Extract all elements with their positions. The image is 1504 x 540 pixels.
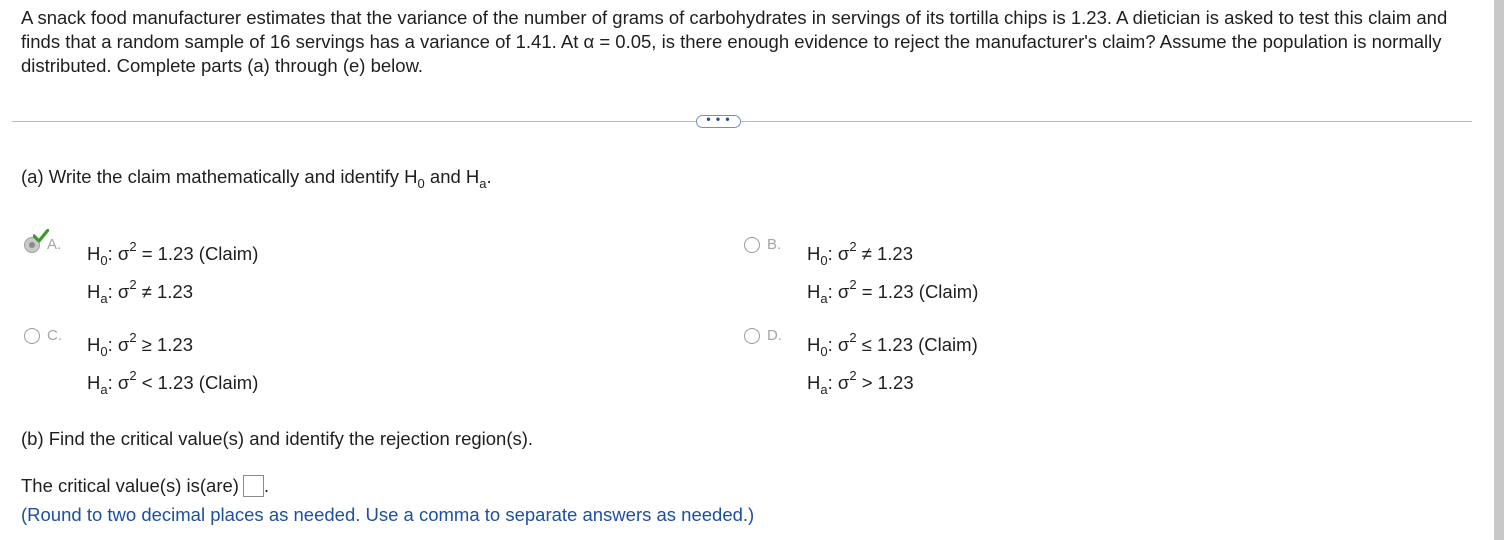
- radio-option-d[interactable]: [744, 328, 760, 344]
- null-hypothesis: $H_0$: $\sigma^2 = 1.23$ (Claim): [87, 239, 259, 268]
- critical-value-label: The critical value(s) is(are): [21, 475, 239, 496]
- part-a-prompt: (a) Write the claim mathematically and identify $H_0$ and $H_a$.: [21, 166, 492, 191]
- part-b-prompt: (b) Find the critical value(s) and identify the rejection region(s).: [21, 428, 534, 449]
- option-c[interactable]: [24, 326, 444, 397]
- radio-option-c[interactable]: [24, 328, 40, 344]
- option-d[interactable]: [744, 326, 1164, 397]
- null-hypothesis: $H_0$: $\sigma^2 \ne 1.23$: [807, 239, 913, 268]
- option-letter: A.: [47, 236, 62, 253]
- radio-option-b[interactable]: [744, 237, 760, 253]
- alternative-hypothesis: $H_a$: $\sigma^2 \ne 1.23$: [87, 277, 193, 306]
- more-options-button[interactable]: • • •: [696, 115, 741, 128]
- alternative-hypothesis: $H_a$: $\sigma^2 < 1.23$ (Claim): [87, 368, 259, 397]
- critical-value-input[interactable]: [243, 475, 264, 497]
- alternative-hypothesis: $H_a$: $\sigma^2 > 1.23$: [807, 368, 914, 397]
- option-b[interactable]: [744, 235, 1164, 306]
- rounding-hint: (Round to two decimal places as needed. Use a comma to separate answers as needed.): [21, 504, 755, 525]
- alternative-hypothesis: $H_a$: $\sigma^2 = 1.23$ (Claim): [807, 277, 979, 306]
- null-hypothesis: $H_0$: $\sigma^2 \le 1.23$ (Claim): [807, 330, 978, 359]
- option-a[interactable]: [24, 235, 444, 306]
- null-hypothesis: $H_0$: $\sigma^2 \ge 1.23$: [87, 330, 193, 359]
- option-letter: C.: [47, 327, 62, 344]
- vertical-scrollbar[interactable]: [1494, 0, 1504, 540]
- option-letter: B.: [767, 236, 782, 253]
- problem-statement: A snack food manufacturer estimates that the variance of the number of grams of carbohydrates in servings of its tortilla chips is 1.23. A dietician is asked to test this claim and finds that a random sample of 16 servings has a variance of 1.41. At α = 0.05, is there enough evidence to reject the manufacturer's claim? Assume the population is normally distributed. Complete parts (a) through (e) below.: [21, 7, 1448, 76]
- critical-value-row: The critical value(s) is(are) .: [21, 475, 270, 496]
- section-divider: [12, 121, 1472, 122]
- option-letter: D.: [767, 327, 782, 344]
